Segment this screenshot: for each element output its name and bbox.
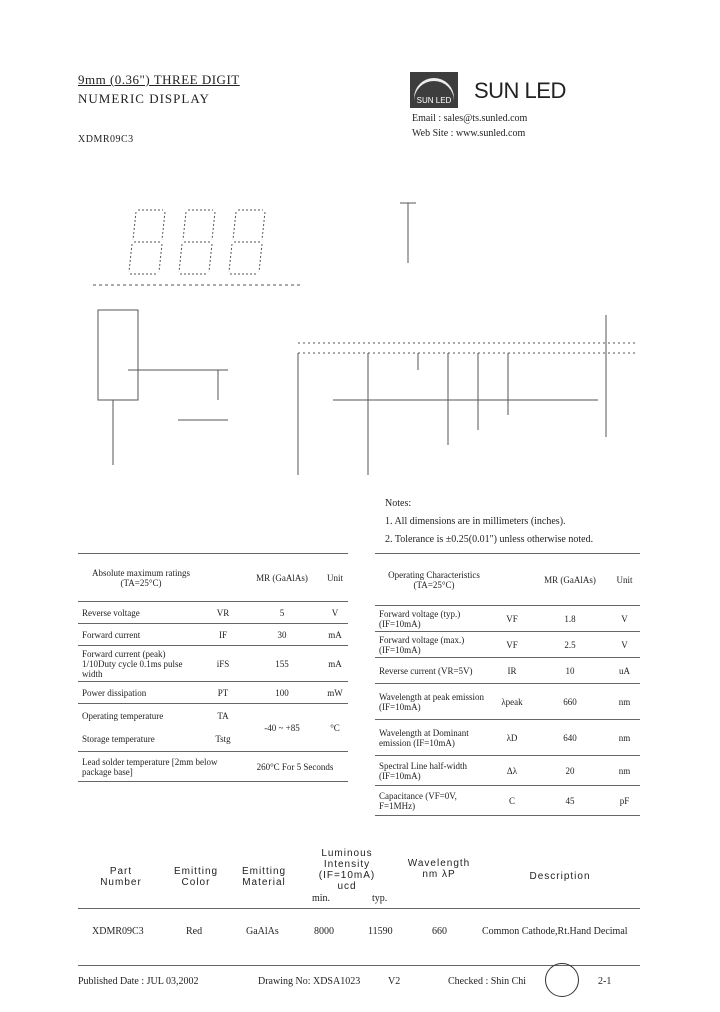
table-row: Forward voltage (max.) (IF=10mA) VF 2.5 V	[375, 632, 640, 658]
table-row: Wavelength at Dominant emission (IF=10mA) λD 640 nm	[375, 720, 640, 756]
sun-led-logo	[410, 72, 458, 108]
title-line-2: NUMERIC DISPLAY	[78, 91, 210, 106]
order-typ-cell: 11590	[368, 926, 393, 937]
order-wavelength-cell: 660	[432, 926, 447, 937]
order-color-cell: Red	[186, 926, 203, 937]
table-row: Forward current IF 30 mA	[78, 624, 348, 646]
published-date: Published Date : JUL 03,2002	[78, 976, 199, 987]
table-row: Forward current (peak) 1/10Duty cycle 0.1ms pulse width iFS 155 mA	[78, 646, 348, 682]
table-row: Operating temperature TA -40 ~ +85 °C	[78, 704, 348, 728]
table-row: Storage temperature Tstg	[78, 728, 348, 752]
op-header-param: Operating Characteristics (TA=25°C)	[375, 554, 493, 606]
order-header-part: Part Number	[100, 866, 142, 888]
page-number: 2-1	[598, 976, 612, 987]
table-row: Reverse voltage VR 5 V	[78, 602, 348, 624]
table-row: Forward voltage (typ.) (IF=10mA) VF 1.8 V	[375, 606, 640, 632]
order-header-wavelength: Wavelength nm λP	[407, 858, 471, 880]
order-header-description: Description	[529, 871, 591, 882]
title-line-1: 9mm (0.36") THREE DIGIT	[78, 72, 240, 87]
email-text: Email : sales@ts.sunled.com	[412, 113, 528, 124]
op-header-mr: MR (GaAlAs)	[531, 554, 609, 606]
approval-stamp-circle	[545, 963, 579, 997]
order-header-material: Emitting Material	[241, 866, 287, 888]
brand-name: SUN LED	[474, 78, 566, 103]
order-header-min: min.	[312, 893, 331, 904]
table-row: Wavelength at peak emission (IF=10mA) λpeak 660 nm	[375, 684, 640, 720]
order-min-cell: 8000	[314, 926, 334, 937]
note-item-1: 1. All dimensions are in millimeters (inches).	[385, 516, 566, 527]
logo-small-text: SUN LED	[416, 96, 452, 105]
version-label: V2	[388, 976, 401, 987]
operating-characteristics-table	[375, 553, 640, 816]
abs-header-param: Absolute maximum ratings (TA=25°C)	[78, 554, 204, 602]
table-row: Capacitance (VF=0V, F=1MHz) C 45 pF	[375, 786, 640, 816]
table-row: Spectral Line half-width (IF=10mA) Δλ 20 nm	[375, 756, 640, 786]
table-row: Power dissipation PT 100 mW	[78, 682, 348, 704]
order-header-color: Emitting Color	[173, 866, 219, 888]
notes-title: Notes:	[385, 498, 412, 509]
table-row: Lead solder temperature [2mm below package base] 260°C For 5 Seconds	[78, 752, 348, 782]
order-description-cell: Common Cathode,Rt.Hand Decimal	[482, 926, 628, 937]
table-row: Reverse current (VR=5V) IR 10 uA	[375, 658, 640, 684]
note-item-2: 2. Tolerance is ±0.25(0.01") unless otherwise noted.	[385, 534, 594, 545]
order-material-cell: GaAlAs	[246, 926, 279, 937]
checked-by: Checked : Shin Chi	[448, 976, 527, 987]
part-number-label: XDMR09C3	[78, 134, 134, 145]
drawing-number: Drawing No: XDSA1023	[258, 976, 361, 987]
abs-header-mr: MR (GaAlAs)	[242, 554, 322, 602]
absolute-max-table	[78, 553, 348, 782]
abs-header-unit: Unit	[322, 554, 348, 602]
order-header-typ: typ.	[372, 893, 388, 904]
order-header-luminous: Luminous Intensity (IF=10mA) ucd	[318, 848, 376, 892]
op-header-unit: Unit	[609, 554, 640, 606]
order-table-divider	[78, 908, 640, 909]
mechanical-drawing	[78, 145, 648, 500]
website-text: Web Site : www.sunled.com	[412, 128, 526, 139]
order-part-cell: XDMR09C3	[92, 926, 144, 937]
